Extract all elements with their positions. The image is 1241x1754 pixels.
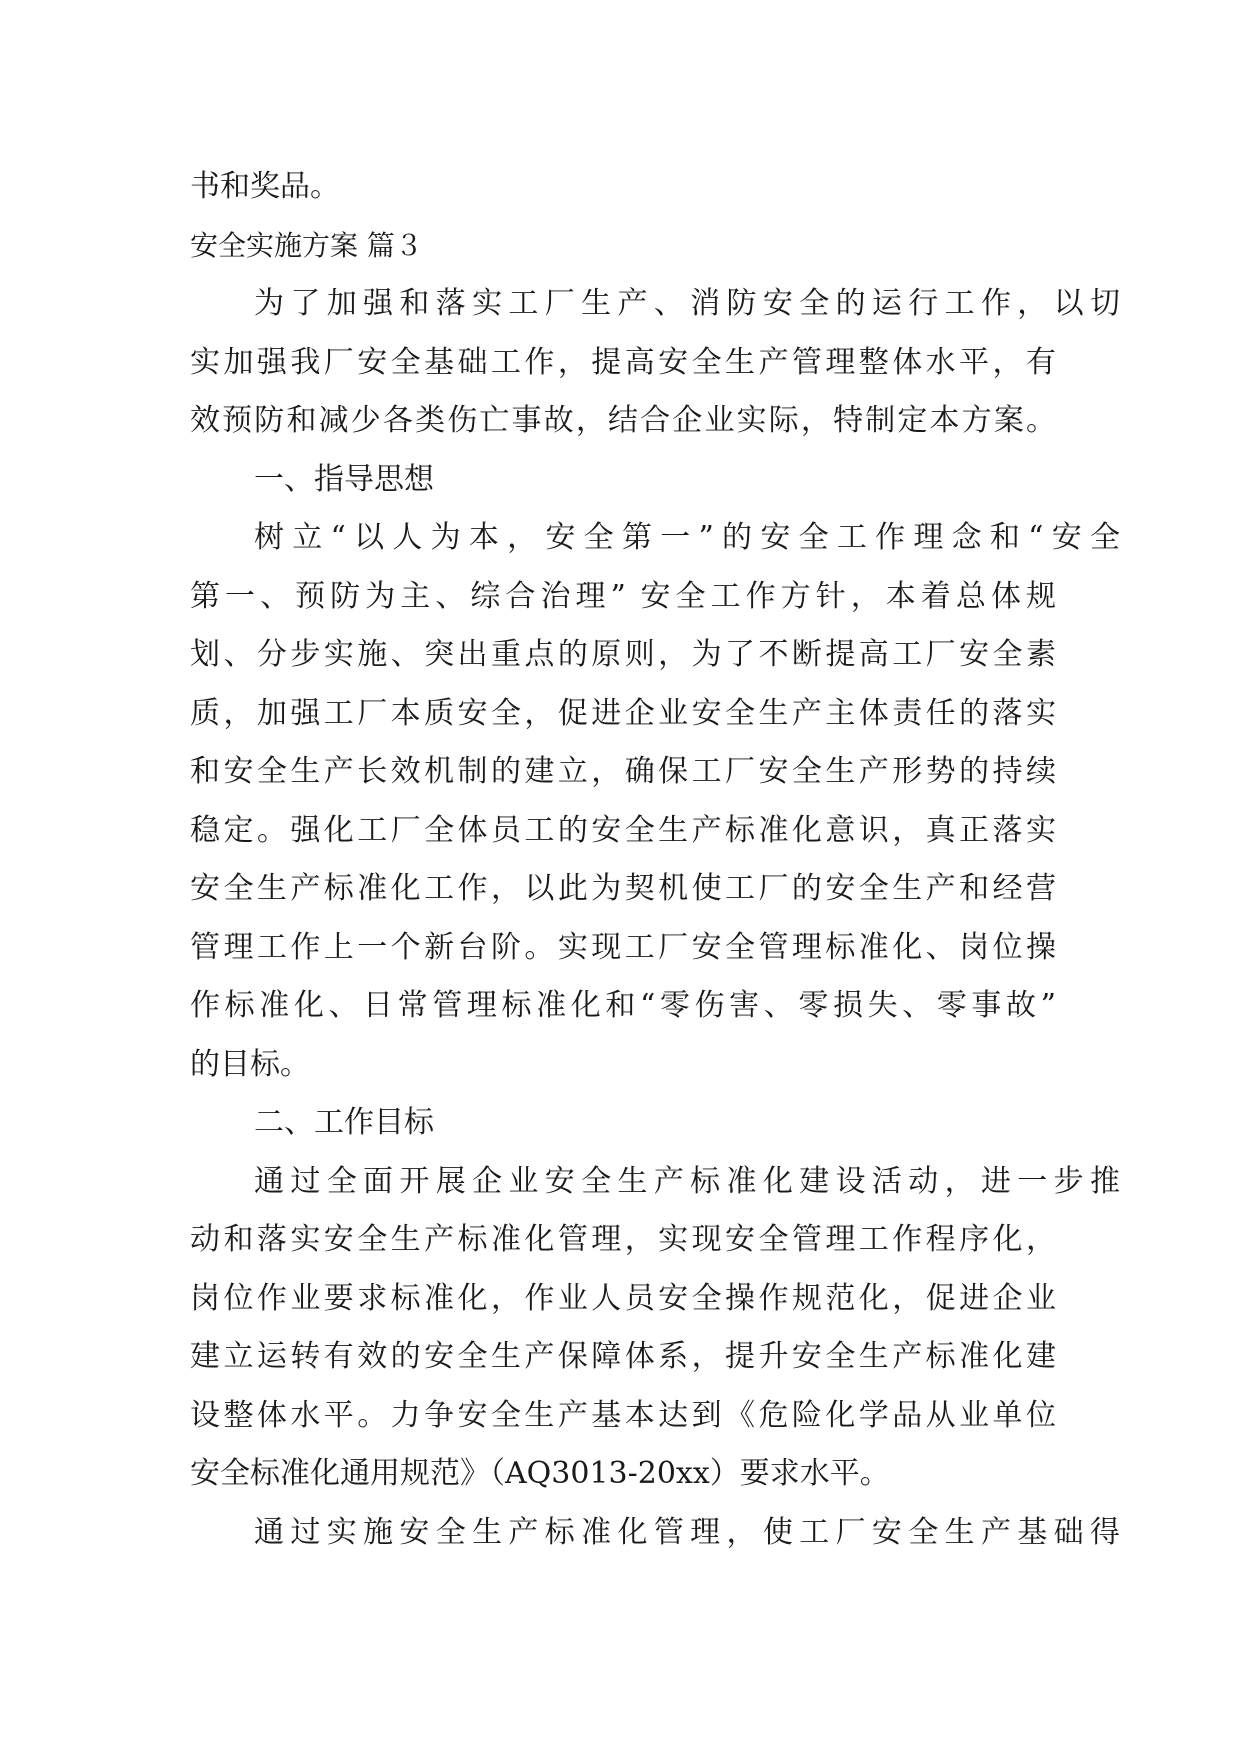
paragraph-line: 和安全生产长效机制的建立，确保工厂安全生产形势的持续 [190, 754, 1056, 789]
paragraph-line: 岗位作业要求标准化，作业人员安全操作规范化，促进企业 [190, 1280, 1056, 1316]
paragraph-line: 为了加强和落实工厂生产、消防安全的运行工作，以切 [254, 286, 1120, 321]
paragraph-line: 建立运转有效的安全生产保障体系，提升安全生产标准化建 [190, 1339, 1056, 1374]
paragraph-line: 稳定。强化工厂全体员工的安全生产标准化意识，真正落实 [190, 812, 1056, 848]
paragraph-line: 的目标。 [190, 1046, 310, 1082]
paragraph-line: 划、分步实施、突出重点的原则，为了不断提高工厂安全素 [190, 637, 1056, 672]
paragraph-line: 通过全面开展企业安全生产标准化建设活动，进一步推 [254, 1163, 1120, 1199]
paragraph-line: 安全生产标准化工作，以此为契机使工厂的安全生产和经营 [190, 871, 1056, 906]
paragraph-line: 质，加强工厂本质安全，促进企业安全生产主体责任的落实 [190, 695, 1056, 731]
heading-guiding-ideology: 一、指导思想 [254, 461, 434, 497]
heading-work-goals: 二、工作目标 [254, 1105, 434, 1140]
paragraph-line: 动和落实安全生产标准化管理，实现安全管理工作程序化， [190, 1222, 1056, 1257]
paragraph-line: 效预防和减少各类伤亡事故，结合企业实际，特制定本方案。 [190, 403, 1056, 438]
paragraph-line: 管理工作上一个新台阶。实现工厂安全管理标准化、岗位操 [190, 929, 1056, 965]
paragraph-line: 树立“以人为本，安全第一”的安全工作理念和“安全 [254, 520, 1120, 555]
paragraph-line: 设整体水平。力争安全生产基本达到《危险化学品从业单位 [190, 1397, 1056, 1433]
text-line: 书和奖品。 [190, 169, 340, 204]
paragraph-line: 通过实施安全生产标准化管理，使工厂安全生产基础得 [254, 1514, 1120, 1550]
section-title: 安全实施方案 篇３ [190, 228, 423, 262]
document-body [190, 158, 1120, 1562]
paragraph-line: 实加强我厂安全基础工作，提高安全生产管理整体水平，有 [190, 344, 1056, 380]
paragraph-line: 作标准化、日常管理标准化和“零伤害、零损失、零事故” [190, 988, 1056, 1023]
paragraph-line: 安全标准化通用规范》（AQ3013-20xx）要求水平。 [190, 1456, 890, 1491]
paragraph-line: 第一、预防为主、综合治理” 安全工作方针，本着总体规 [190, 578, 1056, 614]
